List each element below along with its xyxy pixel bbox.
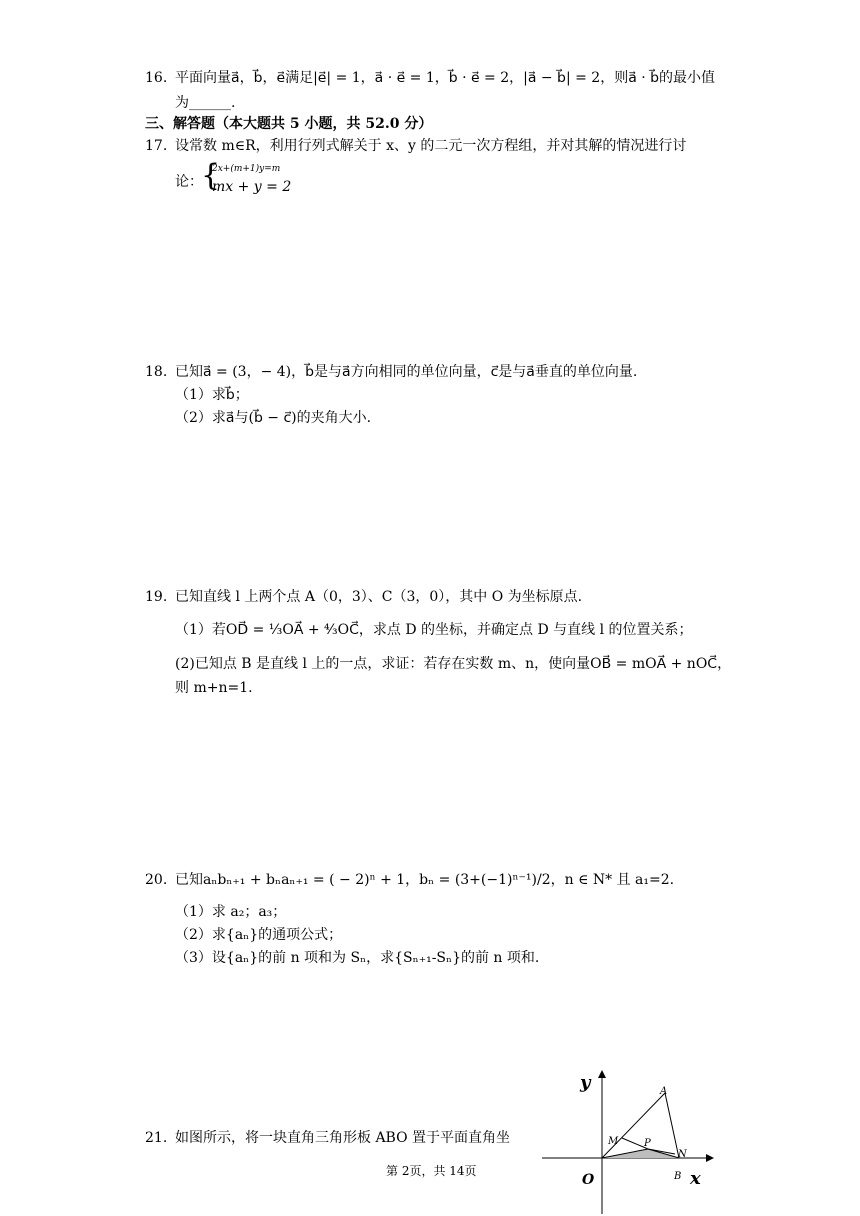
q19-line1: 已知直线 l 上两个点 A（0，3）、C（3，0），其中 O 为坐标原点. [175,589,583,605]
q16-line2: 为______. [175,95,236,111]
label-m: M [608,1136,619,1147]
q19-number: 19. [145,589,168,605]
system-brace: { [201,158,221,193]
segment-oa [602,1093,665,1158]
q21-line1: 如图所示，将一块直角三角形板 ABO 置于平面直角坐 [175,1130,511,1146]
q20-sub2: （2）求{aₙ}的通项公式； [175,927,343,943]
label-n: N [678,1149,687,1160]
q19-sub1: （1）若OD⃗ = ⅓OA⃗ + ⁴⁄₃OC⃗，求点 D 的坐标，并确定点 D 与直线 l 的位置关系； [175,622,693,638]
q17-number: 17. [145,138,168,154]
q17-eq1: 2x+(m+1)y=m [212,164,281,174]
q17-eq2: mx + y = 2 [212,179,292,195]
label-b: B [674,1171,682,1182]
section-title: 三、解答题（本大题共 5 小题，共 52.0 分） [145,116,433,132]
segment-ab [665,1093,679,1158]
label-x: x [690,1168,701,1189]
q16-line1: 平面向量a⃗，b⃗，e⃗满足|e⃗| = 1，a⃗ · e⃗ = 1，b⃗ · e⃗ = 2，|a⃗ − b⃗| = 2，则a⃗ · b⃗的最小值 [175,70,716,86]
q18-line1: 已知a⃗ = (3，− 4)，b⃗是与a⃗方向相同的单位向量，c⃗是与a⃗垂直的单位向量. [175,364,638,380]
q16-number: 16. [145,70,168,86]
triangle-figure [540,1066,720,1216]
q20-sub3: （3）设{aₙ}的前 n 项和为 Sₙ，求{Sₙ₊₁-Sₙ}的前 n 项和. [175,950,540,966]
page-footer: 第 2页，共 14页 [386,1164,477,1178]
q18-sub1: （1）求b⃗； [175,387,249,403]
q18-sub2: （2）求a⃗与(b⃗ − c⃗)的夹角大小. [175,410,372,426]
q17-line1: 设常数 m∈R，利用行列式解关于 x、y 的二元一次方程组，并对其解的情况进行讨 [175,138,687,154]
label-o: O [582,1172,595,1188]
q19-sub2b: 则 m+n=1. [175,680,253,696]
q18-number: 18. [145,364,168,380]
label-a: A [660,1086,668,1097]
q19-sub2: (2)已知点 B 是直线 l 上的一点，求证：若存在实数 m、n，使向量OB⃗ = mOA⃗ + nOC⃗， [175,656,732,672]
label-p: P [644,1138,651,1149]
q17-lead: 论： [175,174,203,190]
q20-line1: 已知aₙbₙ₊₁ + bₙaₙ₊₁ = ( − 2)ⁿ + 1，bₙ = (3+(−1)ⁿ⁻¹)/2，n ∈ N* 且 a₁=2. [175,872,675,888]
q20-sub1: （1）求 a₂；a₃； [175,904,287,920]
q20-number: 20. [145,872,168,888]
q21-number: 21. [145,1130,168,1146]
label-y: y [580,1072,591,1093]
